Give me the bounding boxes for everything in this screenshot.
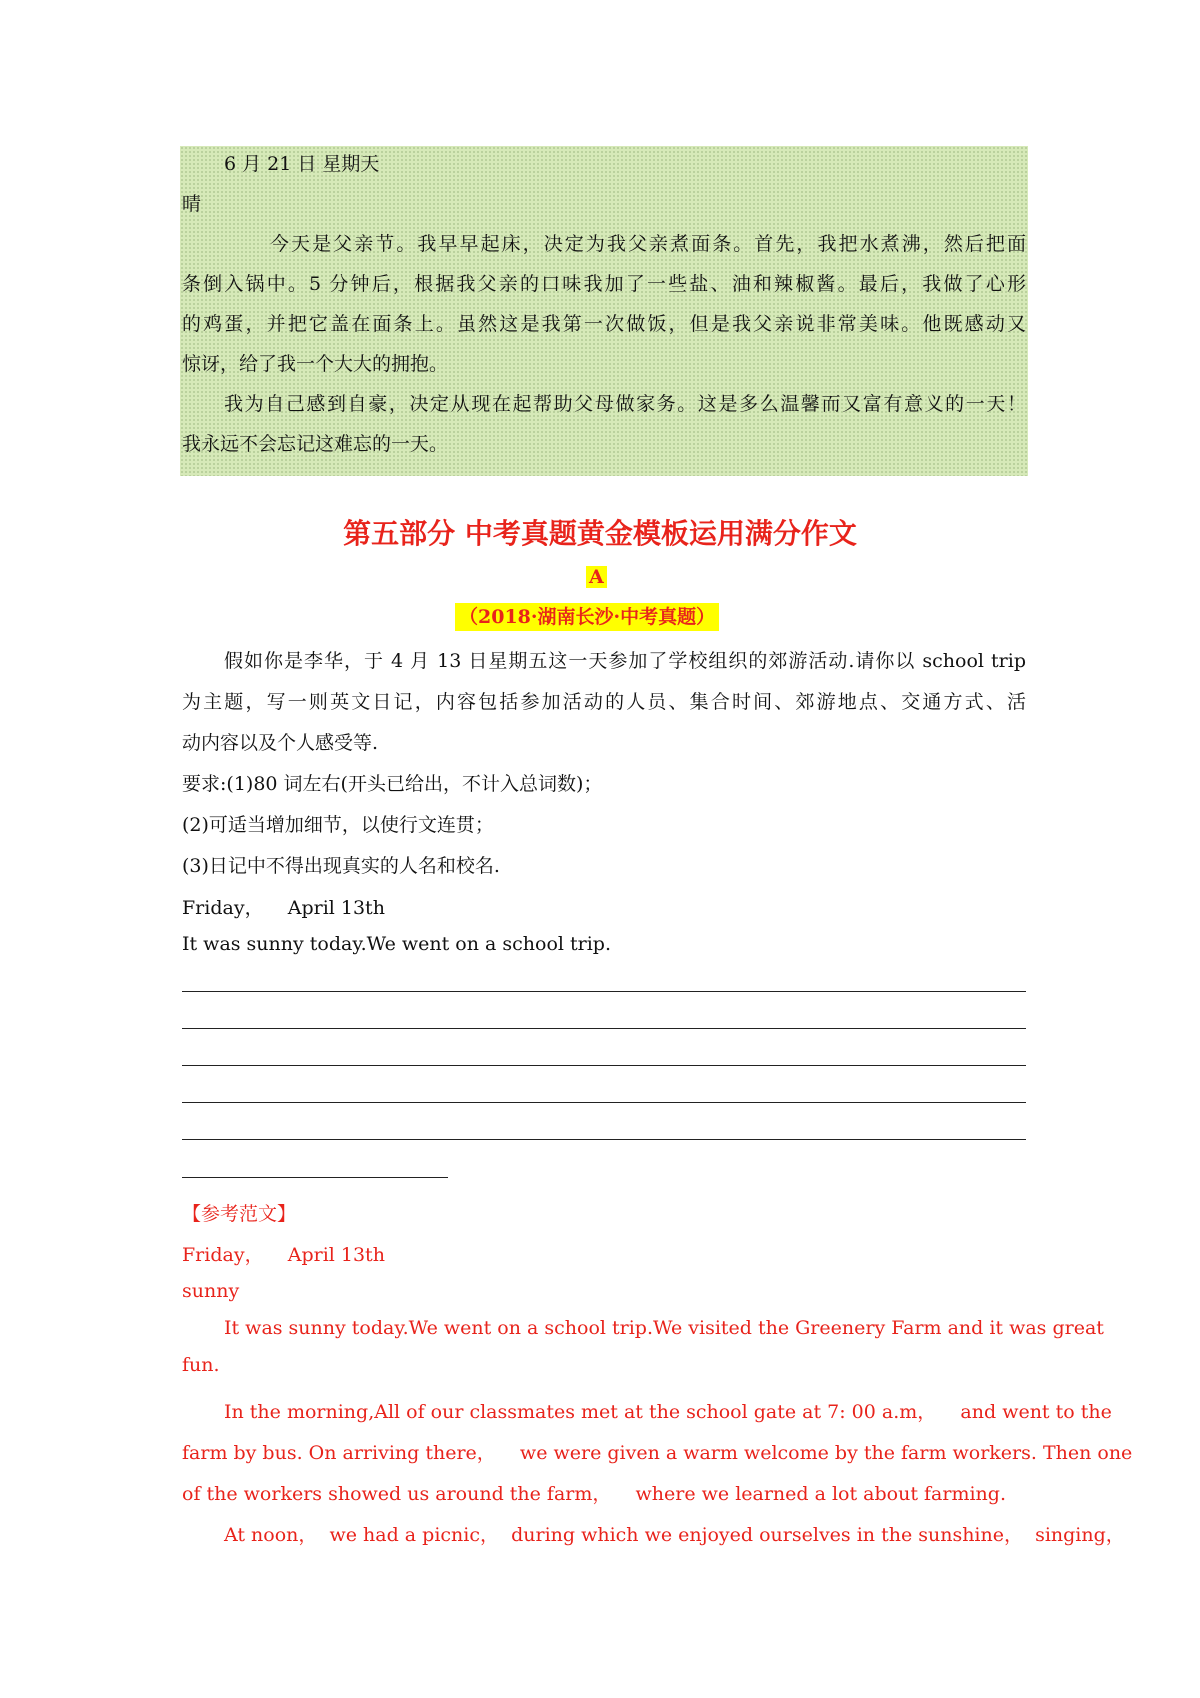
source-label: （2018·湖南长沙·中考真题） [455,603,719,631]
reference-line: It was sunny today.We went on a school trip.We visited the Greenery Farm and it was great [224,1317,1104,1339]
diary-date: 6 月 21 日 星期天 [224,153,380,175]
diary-para1-line: 惊讶，给了我一个大大的拥抱。 [182,353,449,375]
diary-para1-line: 的鸡蛋，并把它盖在面条上。虽然这是我第一次做饭，但是我父亲说非常美味。他既感动又 [182,313,1026,335]
diary-para1-line: 条倒入锅中。5 分钟后，根据我父亲的口味我加了一些盐、油和辣椒酱。最后，我做了心形 [182,273,1026,295]
answer-line [182,991,1026,992]
reference-line: fun. [182,1354,220,1376]
requirement-line: (3)日记中不得出现真实的人名和校名. [182,855,500,877]
prompt-line: 动内容以及个人感受等. [182,732,379,754]
diary-box [180,146,1028,476]
answer-line [182,1028,1026,1029]
reference-date: Friday， April 13th [182,1244,385,1266]
diary-weather: 晴 [182,193,202,215]
reference-line: farm by bus. On arriving there， we were given a warm welcome by the farm workers. Then one [182,1442,1133,1464]
given-opening: It was sunny today.We went on a school trip. [182,933,611,955]
requirement-line: 要求:(1)80 词左右(开头已给出，不计入总词数)； [182,773,603,795]
diary-para1-line: 今天是父亲节。我早早起床，决定为我父亲煮面条。首先，我把水煮沸，然后把面 [270,233,1026,255]
reference-weather: sunny [182,1280,240,1302]
answer-line [182,1177,448,1178]
reference-line: In the morning,All of our classmates met at the school gate at 7: 00 a.m， and went to the [224,1401,1112,1423]
answer-line [182,1065,1026,1066]
diary-para2-line: 我为自己感到自豪，决定从现在起帮助父母做家务。这是多么温馨而又富有意义的一天！ [224,393,1026,415]
given-date: Friday， April 13th [182,897,385,919]
answer-line [182,1139,1026,1140]
section-title: 第五部分 中考真题黄金模板运用满分作文 [343,517,857,550]
reference-heading: 【参考范文】 [182,1203,297,1225]
answer-line [182,1102,1026,1103]
diary-para2-line: 我永远不会忘记这难忘的一天。 [182,433,449,455]
item-label: A [586,566,607,588]
prompt-line: 假如你是李华，于 4 月 13 日星期五这一天参加了学校组织的郊游活动.请你以 school trip [224,650,1026,672]
prompt-line: 为主题，写一则英文日记，内容包括参加活动的人员、集合时间、郊游地点、交通方式、活 [182,691,1026,713]
requirement-line: (2)可适当增加细节，以使行文连贯； [182,814,494,836]
reference-line: of the workers showed us around the farm， where we learned a lot about farming. [182,1483,1006,1505]
reference-line: At noon， we had a picnic， during which we enjoyed ourselves in the sunshine， singing， [224,1524,1125,1546]
